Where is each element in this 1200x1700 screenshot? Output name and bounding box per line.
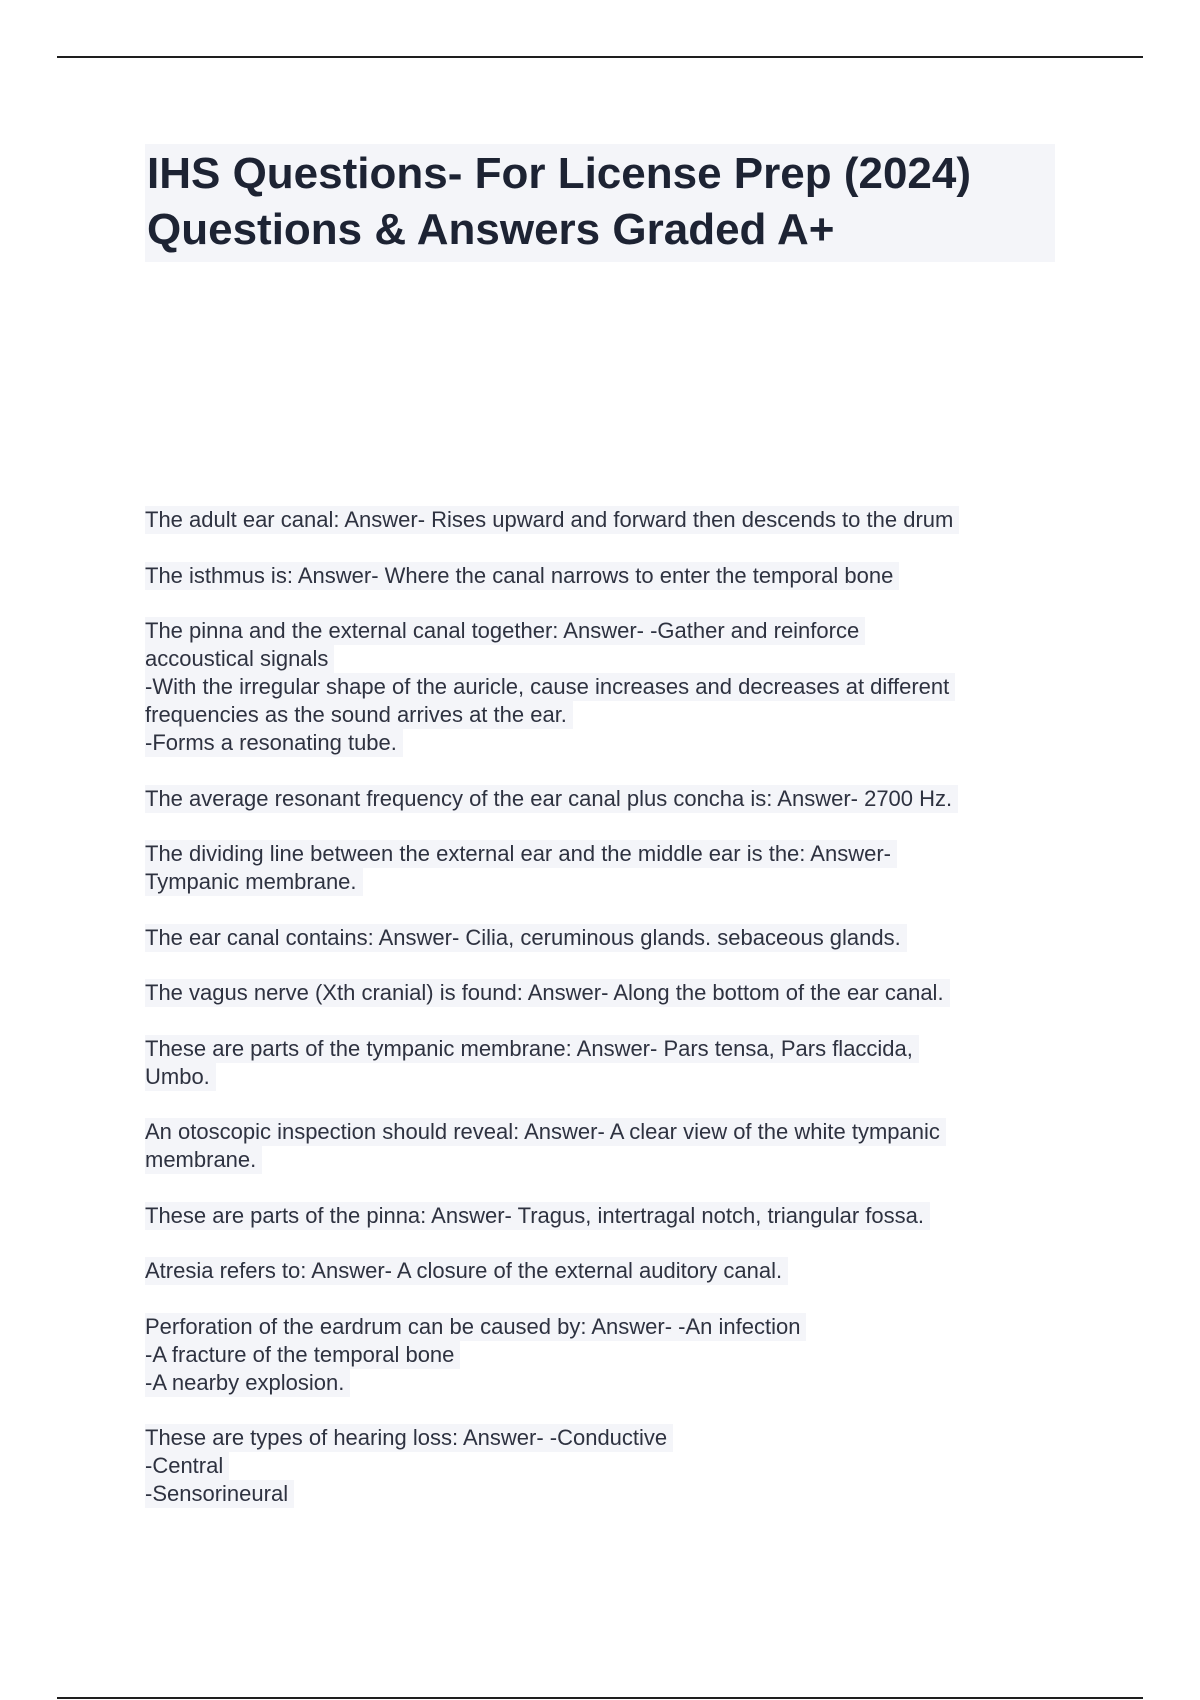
qa-item: [145, 617, 1055, 757]
qa-list: [145, 506, 1055, 1536]
qa-line: Atresia refers to: Answer- A closure of the external auditory canal.: [145, 1257, 788, 1285]
top-divider: [57, 56, 1143, 58]
qa-line: The dividing line between the external ear and the middle ear is the: Answer-: [145, 840, 897, 868]
qa-line: These are parts of the pinna: Answer- Tragus, intertragal notch, triangular fossa.: [145, 1202, 930, 1230]
qa-item: [145, 785, 1055, 813]
qa-item: [145, 979, 1055, 1007]
qa-line: membrane.: [145, 1146, 262, 1174]
qa-item: [145, 562, 1055, 590]
qa-item: [145, 1424, 1055, 1508]
document-title: [145, 144, 1055, 262]
qa-line: -Forms a resonating tube.: [145, 729, 403, 757]
qa-line: These are types of hearing loss: Answer- -Conductive: [145, 1424, 673, 1452]
qa-item: [145, 924, 1055, 952]
qa-item: [145, 1313, 1055, 1397]
qa-item: [145, 840, 1055, 896]
qa-item: [145, 1035, 1055, 1091]
qa-item: [145, 1118, 1055, 1174]
qa-line: The average resonant frequency of the ear canal plus concha is: Answer- 2700 Hz.: [145, 785, 958, 813]
qa-line: The vagus nerve (Xth cranial) is found: Answer- Along the bottom of the ear canal.: [145, 979, 950, 1007]
qa-line: The pinna and the external canal together: Answer- -Gather and reinforce: [145, 617, 865, 645]
qa-line: -A nearby explosion.: [145, 1369, 350, 1397]
qa-line: accoustical signals: [145, 645, 334, 673]
qa-line: -Central: [145, 1452, 229, 1480]
qa-line: The adult ear canal: Answer- Rises upward and forward then descends to the drum: [145, 506, 959, 534]
qa-line: -With the irregular shape of the auricle, cause increases and decreases at different: [145, 673, 955, 701]
title-line-2: Questions & Answers Graded A+: [147, 205, 835, 254]
title-line-1: IHS Questions- For License Prep (2024): [147, 149, 972, 198]
qa-line: Tympanic membrane.: [145, 868, 363, 896]
qa-line: -Sensorineural: [145, 1480, 294, 1508]
qa-item: [145, 506, 1055, 534]
qa-line: -A fracture of the temporal bone: [145, 1341, 460, 1369]
qa-line: An otoscopic inspection should reveal: Answer- A clear view of the white tympanic: [145, 1118, 946, 1146]
bottom-divider: [57, 1697, 1143, 1699]
qa-line: The isthmus is: Answer- Where the canal narrows to enter the temporal bone: [145, 562, 899, 590]
qa-item: [145, 1202, 1055, 1230]
qa-line: Perforation of the eardrum can be caused by: Answer- -An infection: [145, 1313, 806, 1341]
qa-line: Umbo.: [145, 1063, 216, 1091]
qa-line: The ear canal contains: Answer- Cilia, ceruminous glands. sebaceous glands.: [145, 924, 907, 952]
qa-line: These are parts of the tympanic membrane: Answer- Pars tensa, Pars flaccida,: [145, 1035, 919, 1063]
qa-item: [145, 1257, 1055, 1285]
qa-line: frequencies as the sound arrives at the ear.: [145, 701, 573, 729]
